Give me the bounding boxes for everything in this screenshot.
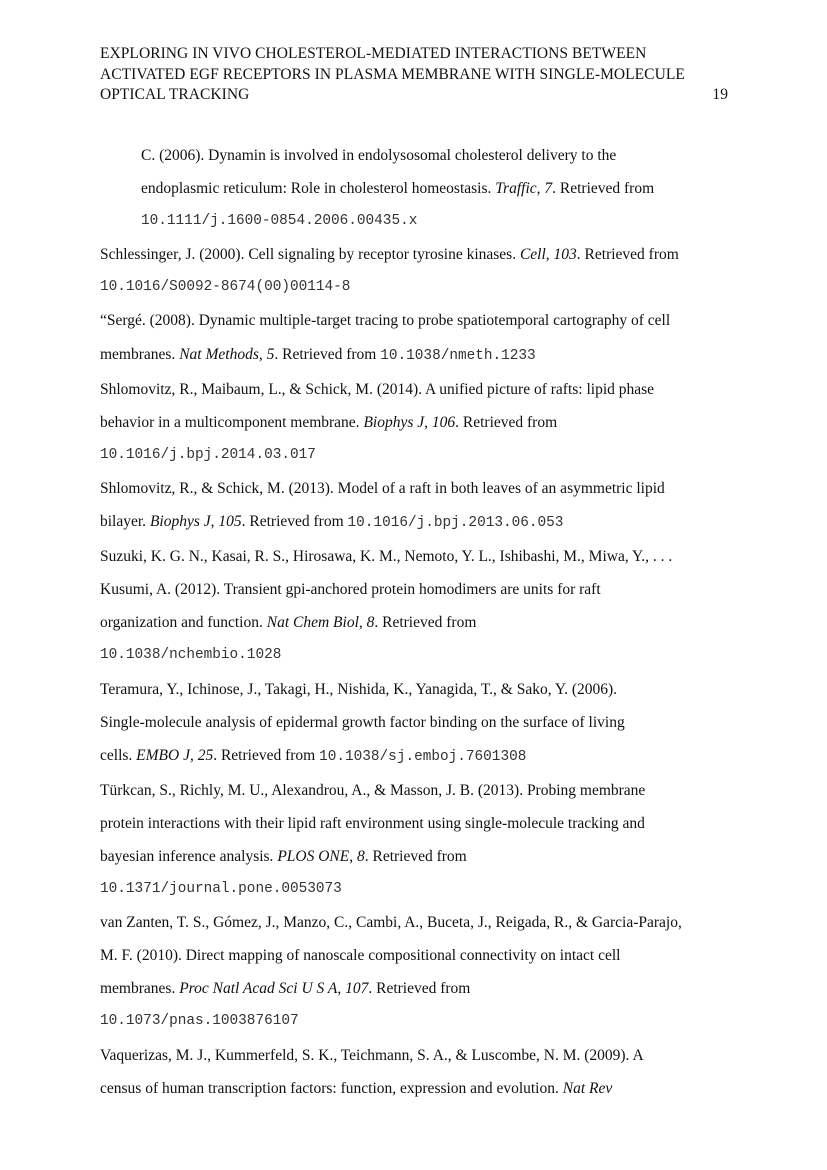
journal-name: Traffic — [495, 180, 537, 198]
journal-name: Biophys J — [363, 413, 425, 431]
reference-entry — [100, 673, 728, 774]
reference-line: C. (2006). Dynamin is involved in endolysosomal cholesterol delivery to the — [141, 147, 617, 164]
reference-line: organization and function. Nat Chem Biol, 8. Retrieved from — [100, 614, 477, 632]
reference-line: Shlomovitz, R., & Schick, M. (2013). Model of a raft in both leaves of an asymmetric lipid — [100, 479, 665, 497]
journal-name: Proc Natl Acad Sci U S A — [179, 980, 338, 998]
reference-line: Vaquerizas, M. J., Kummerfeld, S. K., Teichmann, S. A., & Luscombe, N. M. (2009). A — [100, 1046, 644, 1064]
reference-line: Suzuki, K. G. N., Kasai, R. S., Hirosawa, K. M., Nemoto, Y. L., Ishibashi, M., Miwa, Y., . . . — [100, 548, 673, 566]
doi-link[interactable]: 10.1038/sj.emboj.7601308 — [319, 748, 527, 765]
reference-line: Türkcan, S., Richly, M. U., Alexandrou, A., & Masson, J. B. (2013). Probing membrane — [100, 781, 646, 799]
reference-line: endoplasmic reticulum: Role in cholesterol homeostasis. Traffic, 7. Retrieved from — [141, 180, 655, 198]
reference-line: membranes. Proc Natl Acad Sci U S A, 107. Retrieved from — [100, 980, 471, 998]
journal-name: Nat Rev — [562, 1079, 613, 1097]
reference-line: Shlomovitz, R., Maibaum, L., & Schick, M. (2014). A unified picture of rafts: lipid phase — [100, 380, 655, 398]
reference-entry — [100, 540, 728, 672]
doi-link[interactable]: 10.1371/journal.pone.0053073 — [100, 881, 342, 898]
reference-line: Kusumi, A. (2012). Transient gpi-anchored protein homodimers are units for raft — [100, 581, 601, 599]
reference-line: bilayer. Biophys J, 105. Retrieved from 10.1016/j.bpj.2013.06.053 — [100, 513, 564, 532]
journal-name: Nat Methods — [179, 345, 259, 363]
volume: 106 — [431, 413, 456, 431]
reference-line: membranes. Nat Methods, 5. Retrieved from 10.1038/nmeth.1233 — [100, 345, 536, 364]
journal-name: EMBO J — [136, 746, 190, 764]
volume: 8 — [356, 847, 365, 865]
reference-entry — [100, 238, 728, 304]
reference-entry — [100, 373, 728, 472]
volume: 8 — [366, 614, 375, 632]
reference-line: protein interactions with their lipid raft environment using single-molecule tracking and — [100, 814, 645, 832]
reference-list — [100, 139, 728, 1105]
journal-name: Cell — [519, 246, 546, 264]
reference-line: M. F. (2010). Direct mapping of nanoscale compositional connectivity on intact cell — [100, 947, 621, 965]
reference-line: cells. EMBO J, 25. Retrieved from 10.1038/sj.emboj.7601308 — [100, 746, 527, 765]
doi-link[interactable]: 10.1038/nmeth.1233 — [380, 347, 536, 364]
reference-entry — [100, 472, 728, 540]
reference-line: census of human transcription factors: function, expression and evolution. Nat Rev — [100, 1079, 613, 1097]
doi-link[interactable]: 10.1016/j.bpj.2014.03.017 — [100, 446, 316, 463]
doi-link[interactable]: 10.1016/j.bpj.2013.06.053 — [347, 515, 564, 532]
doi-link[interactable]: 10.1038/nchembio.1028 — [100, 647, 282, 664]
journal-name: Nat Chem Biol — [266, 614, 359, 632]
header-title-line-3-text: OPTICAL TRACKING — [100, 86, 250, 104]
running-header — [100, 44, 728, 106]
reference-entry — [100, 304, 728, 372]
journal-name: PLOS ONE — [277, 847, 350, 865]
reference-line: “Sergé. (2008). Dynamic multiple-target tracing to probe spatiotemporal cartography of cell — [100, 312, 671, 330]
reference-line: Schlessinger, J. (2000). Cell signaling by receptor tyrosine kinases. Cell, 103. Retrieved from — [100, 246, 679, 264]
volume: 105 — [218, 513, 242, 531]
doi-link[interactable]: 10.1073/pnas.1003876107 — [100, 1013, 299, 1030]
reference-entry — [100, 906, 728, 1038]
volume: 25 — [197, 746, 214, 764]
volume: 107 — [345, 980, 369, 998]
header-title-line-3 — [100, 85, 728, 106]
page-number: 19 — [712, 86, 728, 104]
volume: 5 — [266, 345, 275, 363]
reference-line: Teramura, Y., Ichinose, J., Takagi, H., Nishida, K., Yanagida, T., & Sako, Y. (2006). — [100, 680, 618, 698]
header-title-line-2: ACTIVATED EGF RECEPTORS IN PLASMA MEMBRANE WITH SINGLE-MOLECULE — [100, 65, 685, 83]
volume: 103 — [553, 246, 577, 264]
reference-line: Single-molecule analysis of epidermal growth factor binding on the surface of living — [100, 713, 625, 731]
doi-link[interactable]: 10.1111/j.1600-0854.2006.00435.x — [141, 213, 418, 230]
reference-line: van Zanten, T. S., Gómez, J., Manzo, C., Cambi, A., Buceta, J., Reigada, R., & Garcia-Parajo, — [100, 914, 682, 932]
volume: 7 — [544, 180, 553, 198]
reference-entry — [100, 774, 728, 906]
reference-entry — [100, 1039, 728, 1105]
journal-name: Biophys J — [149, 513, 211, 531]
reference-line: bayesian inference analysis. PLOS ONE, 8. Retrieved from — [100, 847, 467, 865]
reference-line: behavior in a multicomponent membrane. Biophys J, 106. Retrieved from — [100, 413, 558, 431]
doi-link[interactable]: 10.1016/S0092-8674(00)00114-8 — [100, 279, 351, 296]
reference-entry — [100, 139, 728, 238]
header-title-line-1: EXPLORING IN VIVO CHOLESTEROL-MEDIATED INTERACTIONS BETWEEN — [100, 45, 647, 62]
